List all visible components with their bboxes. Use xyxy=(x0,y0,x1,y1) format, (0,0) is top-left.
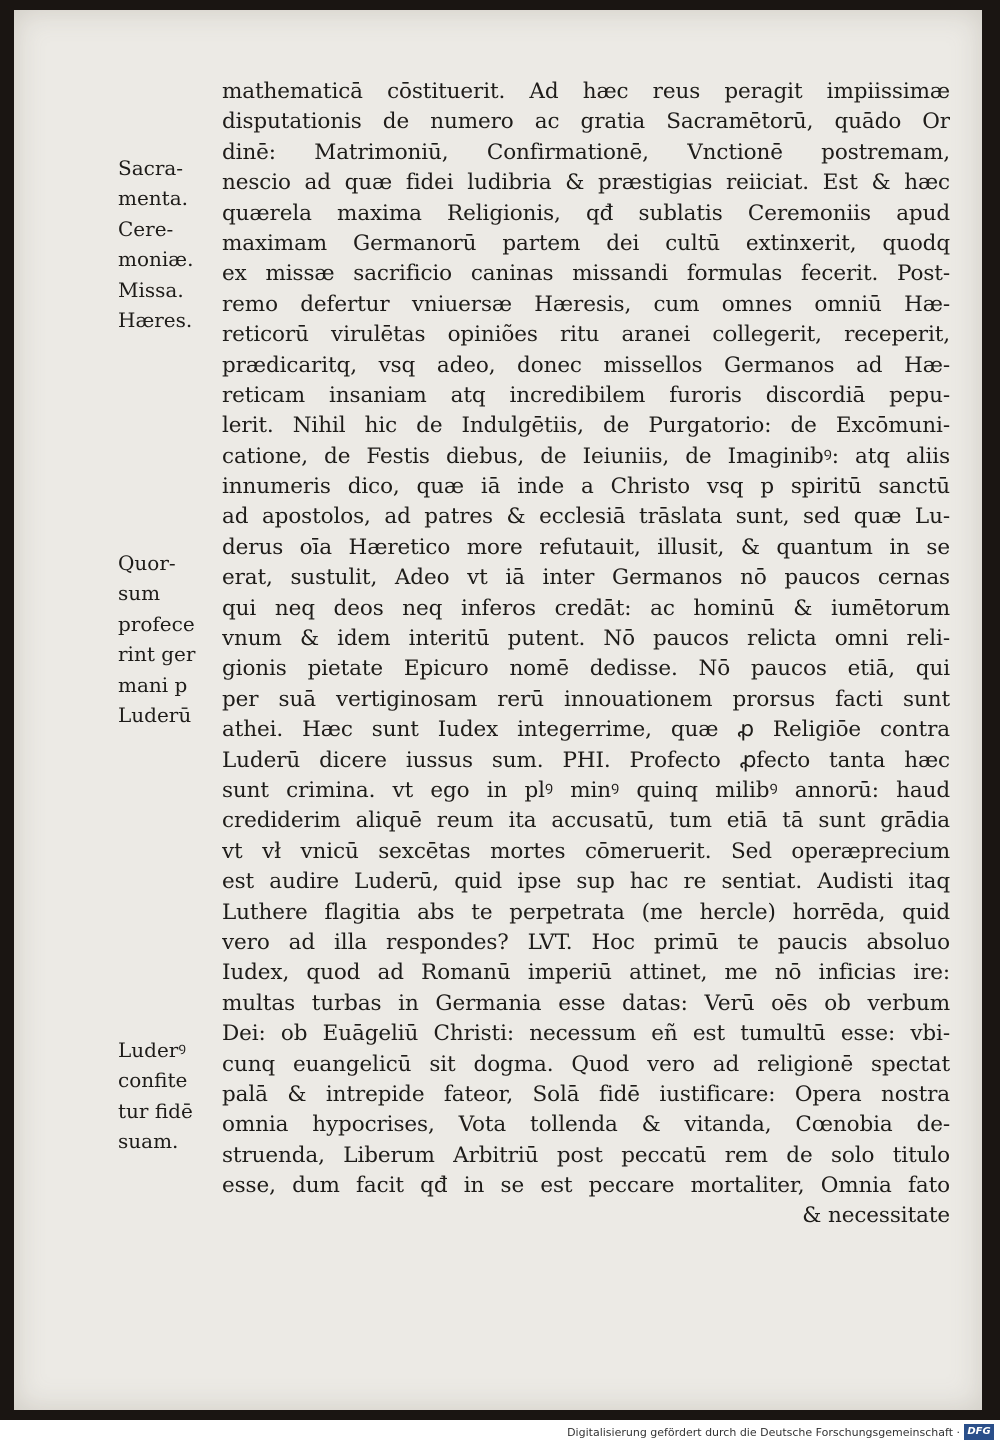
text-line: remo defertur vniuersæ Hæresis, cum omnes omniū Hæ‑ xyxy=(222,291,950,317)
margin-note-line: rint ger xyxy=(118,642,196,667)
text-line: innumeris dico, quæ iā inde a Christo vsq p spiritū sanctū xyxy=(222,474,950,500)
margin-note-line: Missa. xyxy=(118,278,184,302)
main-text-block xyxy=(222,77,950,1232)
text-line: ad apostolos, ad patres & ecclesiā trāslata sunt, sed quæ Lu‑ xyxy=(222,504,950,530)
text-line: dinē: Matrimoniū, Confirmationē, Vnctionē postremam, xyxy=(222,139,950,165)
margin-note-line: Luderū xyxy=(118,702,192,727)
text-line: sunt crimina. vt ego in plꝰ minꝰ quinq milibꝰ annorū: haud xyxy=(222,777,950,803)
book-page xyxy=(14,10,982,1410)
margin-note-sacramenta xyxy=(118,153,228,214)
text-line: mathematicā cōstituerit. Ad hæc reus peragit impiissimæ xyxy=(222,79,950,104)
dfg-logo: DFG xyxy=(964,1424,994,1440)
text-line: per suā vertiginosam rerū innouationem prorsus facti sunt xyxy=(222,686,950,712)
text-line: reticam insaniam atq incredibilem furoris discordiā pepu‑ xyxy=(222,382,950,408)
text-line: vnum & idem interitū putent. Nō paucos relicta omni reli‑ xyxy=(222,626,950,652)
text-line: cunq euangelicū sit dogma. Quod vero ad religionē spectat xyxy=(222,1051,950,1077)
text-line: erat, sustulit, Adeo vt iā inter Germanos nō paucos cernas xyxy=(222,565,950,591)
text-line: Luthere flagitia abs te perpetrata (me hercle) horrēda, quid xyxy=(222,899,950,925)
margin-note-luderus xyxy=(118,1035,228,1157)
margin-note-line: moniæ. xyxy=(118,247,194,272)
margin-note-line: menta. xyxy=(118,186,188,211)
text-line: vero ad illa respondes? LVT. Hoc primū te paucis absoluo xyxy=(222,929,950,955)
text-line: vt vł vnicū sexcētas mortes cōmeruerit. Sed operæprecium xyxy=(222,838,950,864)
text-line: est audire Luderū, quid ipse sup hac re sentiat. Audisti itaq xyxy=(222,869,950,895)
text-line: Iudex, quod ad Romanū imperiū attinet, me nō inficias ire: xyxy=(222,960,950,986)
margin-note-line: tur fidē xyxy=(118,1098,193,1123)
margin-note-line: profece xyxy=(118,611,195,636)
text-line: quærela maxima Religionis, qđ sublatis Ceremoniis apud xyxy=(222,200,950,226)
text-line: esse, dum facit qđ in se est peccare mortaliter, Omnia fato xyxy=(222,1173,950,1199)
margin-note-line: Hæres. xyxy=(118,308,193,332)
margin-note-line: Cere‑ xyxy=(118,217,174,241)
text-line: derus oīa Hæretico more refutauit, illusit, & quantum in se xyxy=(222,534,950,560)
text-line: crediderim aliquē reum ita accusatū, tum etiā tā sunt grādia xyxy=(222,808,950,834)
text-line: ex missæ sacrificio caninas missandi formulas fecerit. Post‑ xyxy=(222,261,950,287)
text-line: prædicaritq, vsq adeo, donec missellos Germanos ad Hæ‑ xyxy=(222,352,950,378)
text-line: catione, de Festis diebus, de Ieiuniis, de Imaginibꝰ: atq aliis xyxy=(222,443,950,469)
text-line: qui neq deos neq inferos credāt: ac hominū & iumētorum xyxy=(222,595,950,621)
catchword-line: & necessitate xyxy=(802,1203,950,1229)
funding-credit: Digitalisierung gefördert durch die Deutsche Forschungsgemeinschaft · xyxy=(567,1426,960,1439)
text-line: Luderū dicere iussus sum. PHI. Profecto ꝓfecto tanta hæc xyxy=(222,747,950,773)
margin-note-line: Luderꝰ xyxy=(118,1038,187,1062)
text-line: maximam Germanorū partem dei cultū extinxerit, quodq xyxy=(222,230,950,256)
margin-note-line: suam. xyxy=(118,1129,179,1154)
text-line: lerit. Nihil hic de Indulgētiis, de Purgatorio: de Excōmuni‑ xyxy=(222,413,950,439)
margin-note-quorsum xyxy=(118,548,228,730)
text-line: Dei: ob Euāgeliū Christi: necessum eñ est tumultū esse: vbi‑ xyxy=(222,1021,950,1047)
text-line: palā & intrepide fateor, Solā fidē iustificare: Opera nostra xyxy=(222,1081,950,1107)
margin-note-missa xyxy=(118,275,228,305)
text-line: struenda, Liberum Arbitriū post peccatū rem de solo titulo xyxy=(222,1142,950,1168)
margin-note-line: confite xyxy=(118,1068,188,1093)
margin-note-line: Quor‑ xyxy=(118,551,176,575)
text-line: nescio ad quæ fidei ludibria & præstigias reiiciat. Est & hæc xyxy=(222,170,950,196)
margin-note-line: mani p xyxy=(118,672,188,697)
text-line: reticorū virulētas opiniões ritu aranei collegerit, receperit, xyxy=(222,322,950,348)
text-line: athei. Hæc sunt Iudex integerrime, quæ ꝓ Religiōe contra xyxy=(222,717,950,743)
margin-note-line: Sacra‑ xyxy=(118,156,184,180)
margin-note-ceremoniae xyxy=(118,214,228,275)
margin-note-haeres xyxy=(118,305,228,335)
text-line: gionis pietate Epicuro nomē dedisse. Nō paucos etiā, qui xyxy=(222,656,950,682)
text-line: multas turbas in Germania esse datas: Verū oēs ob verbum xyxy=(222,990,950,1016)
margin-note-line: sum xyxy=(118,581,161,606)
text-line: disputationis de numero ac gratia Sacramētorū, quādo Or xyxy=(222,109,950,135)
text-line: omnia hypocrises, Vota tollenda & vitanda, Cœnobia de‑ xyxy=(222,1112,950,1138)
